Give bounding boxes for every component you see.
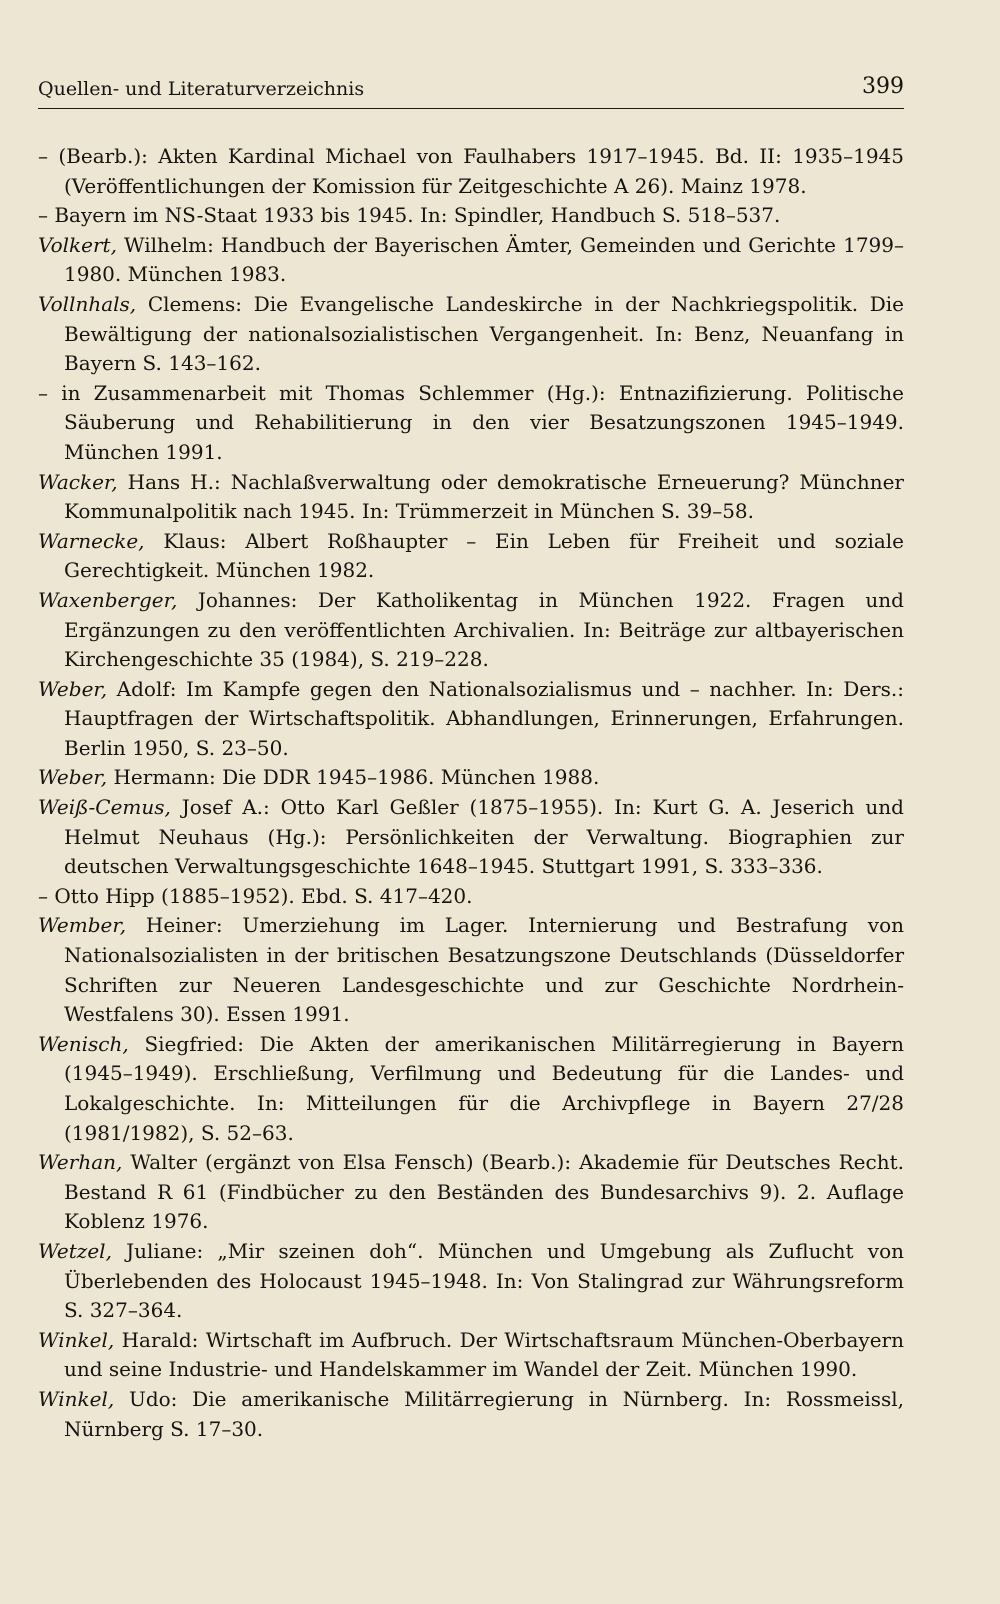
entry-text: Klaus: Albert Roßhaupter – Ein Leben für Freiheit und soziale Gerechtigkeit. München 1982. xyxy=(64,528,904,583)
bibliography-entry xyxy=(38,142,904,201)
entry-text: Hermann: Die DDR 1945–1986. München 1988. xyxy=(107,765,600,790)
entry-author: Volkert, xyxy=(38,232,117,257)
entry-author: Winkel, xyxy=(38,1386,115,1411)
entry-text: Heiner: Umerziehung im Lager. Internierung und Bestrafung von Nationalsozialisten in der britischen Besatzungszone Deutschlands (Düsseldorfer Schriften zur Neueren Landesgeschichte und zur Geschichte Nordrhein-Westfalens 30). Essen 1991. xyxy=(64,913,904,1027)
bibliography-entry xyxy=(38,911,904,1029)
bibliography-entry xyxy=(38,290,904,379)
entry-author: Vollnhals, xyxy=(38,291,137,316)
entry-text: – (Bearb.): Akten Kardinal Michael von Faulhabers 1917–1945. Bd. II: 1935–1945 (Veröffentlichungen der Komission für Zeitgeschichte A 26). Mainz 1978. xyxy=(38,144,904,198)
bibliography-entry xyxy=(38,675,904,764)
entry-author: Winkel, xyxy=(38,1327,115,1352)
entry-text: Johannes: Der Katholikentag in München 1922. Fragen und Ergänzungen zu den veröffentlichten Archivalien. In: Beiträge zur altbayerischen Kirchengeschichte 35 (1984), S. 219–228. xyxy=(64,587,904,672)
entry-text: Wilhelm: Handbuch der Bayerischen Ämter, Gemeinden und Gerichte 1799–1980. München 1983. xyxy=(64,232,904,287)
bibliography-entry xyxy=(38,468,904,527)
page-number: 399 xyxy=(862,74,904,99)
entry-author: Wenisch, xyxy=(38,1031,129,1056)
bibliography-entry xyxy=(38,1385,904,1444)
bibliography-entry xyxy=(38,586,904,675)
bibliography-entry xyxy=(38,379,904,468)
bibliography-entry xyxy=(38,882,904,912)
entry-text: Hans H.: Nachlaßverwaltung oder demokratische Erneuerung? Münchner Kommunalpolitik nach 1945. In: Trümmerzeit in München S. 39–58. xyxy=(64,469,904,524)
entry-text: Juliane: „Mir szeinen doh“. München und Umgebung als Zuflucht von Überlebenden des Holocaust 1945–1948. In: Von Stalingrad zur Währungsreform S. 327–364. xyxy=(64,1238,904,1323)
bibliography-entry xyxy=(38,1148,904,1237)
entry-author: Weiß-Cemus, xyxy=(38,795,171,820)
bibliography-entry xyxy=(38,201,904,231)
entry-text: Siegfried: Die Akten der amerikanischen Militärregierung in Bayern (1945–1949). Erschließung, Verfilmung und Bedeutung für die Landes- und Lokalgeschichte. In: Mitteilungen für die Archivpflege in Bayern 27/28 (1981/1982), S. 52–63. xyxy=(64,1031,904,1145)
bibliography-list xyxy=(38,142,904,1444)
bibliography-entry xyxy=(38,763,904,793)
entry-author: Weber, xyxy=(38,676,108,701)
entry-author: Warnecke, xyxy=(38,528,145,553)
entry-text: Adolf: Im Kampfe gegen den Nationalsozialismus und – nachher. In: Ders.: Hauptfragen der Wirtschaftspolitik. Abhandlungen, Erinnerungen, Erfahrungen. Berlin 1950, S. 23–50. xyxy=(64,676,904,760)
entry-text: Udo: Die amerikanische Militärregierung in Nürnberg. In: Rossmeissl, Nürnberg S. 17–30. xyxy=(64,1386,904,1441)
bibliography-entry xyxy=(38,1030,904,1148)
bibliography-entry xyxy=(38,1237,904,1326)
running-header-title: Quellen- und Literaturverzeichnis xyxy=(38,78,365,100)
bibliography-entry xyxy=(38,527,904,586)
entry-author: Waxenberger, xyxy=(38,587,178,612)
bibliography-entry xyxy=(38,231,904,290)
entry-author: Wember, xyxy=(38,913,127,938)
entry-text: Harald: Wirtschaft im Aufbruch. Der Wirtschaftsraum München-Oberbayern und seine Industrie- und Handelskammer im Wandel der Zeit. München 1990. xyxy=(64,1327,904,1382)
entry-author: Werhan, xyxy=(38,1150,123,1175)
entry-text: Walter (ergänzt von Elsa Fensch) (Bearb.): Akademie für Deutsches Recht. Bestand R 61 (Findbücher zu den Beständen des Bundesarchivs 9). 2. Auflage Koblenz 1976. xyxy=(64,1150,904,1234)
entry-author: Weber, xyxy=(38,765,108,790)
bibliography-entry xyxy=(38,793,904,882)
bibliography-entry xyxy=(38,1326,904,1385)
entry-text: Clemens: Die Evangelische Landeskirche in der Nachkriegspolitik. Die Bewältigung der nationalsozialistischen Vergangenheit. In: Benz, Neuanfang in Bayern S. 143–162. xyxy=(64,291,904,376)
entry-text: – Bayern im NS-Staat 1933 bis 1945. In: Spindler, Handbuch S. 518–537. xyxy=(38,203,781,228)
entry-author: Wacker, xyxy=(38,469,118,494)
entry-text: – Otto Hipp (1885–1952). Ebd. S. 417–420. xyxy=(38,883,473,908)
entry-text: Josef A.: Otto Karl Geßler (1875–1955). In: Kurt G. A. Jeserich und Helmut Neuhaus (Hg.): Persönlichkeiten der Verwaltung. Biographien zur deutschen Verwaltungsgeschichte 1648–1945. Stuttgart 1991, S. 333–336. xyxy=(64,795,904,879)
entry-author: Wetzel, xyxy=(38,1238,112,1263)
entry-text: – in Zusammenarbeit mit Thomas Schlemmer (Hg.): Entnazifizierung. Politische Säuberung und Rehabilitierung in den vier Besatzungszonen 1945–1949. München 1991. xyxy=(38,380,904,464)
running-header xyxy=(38,74,904,109)
